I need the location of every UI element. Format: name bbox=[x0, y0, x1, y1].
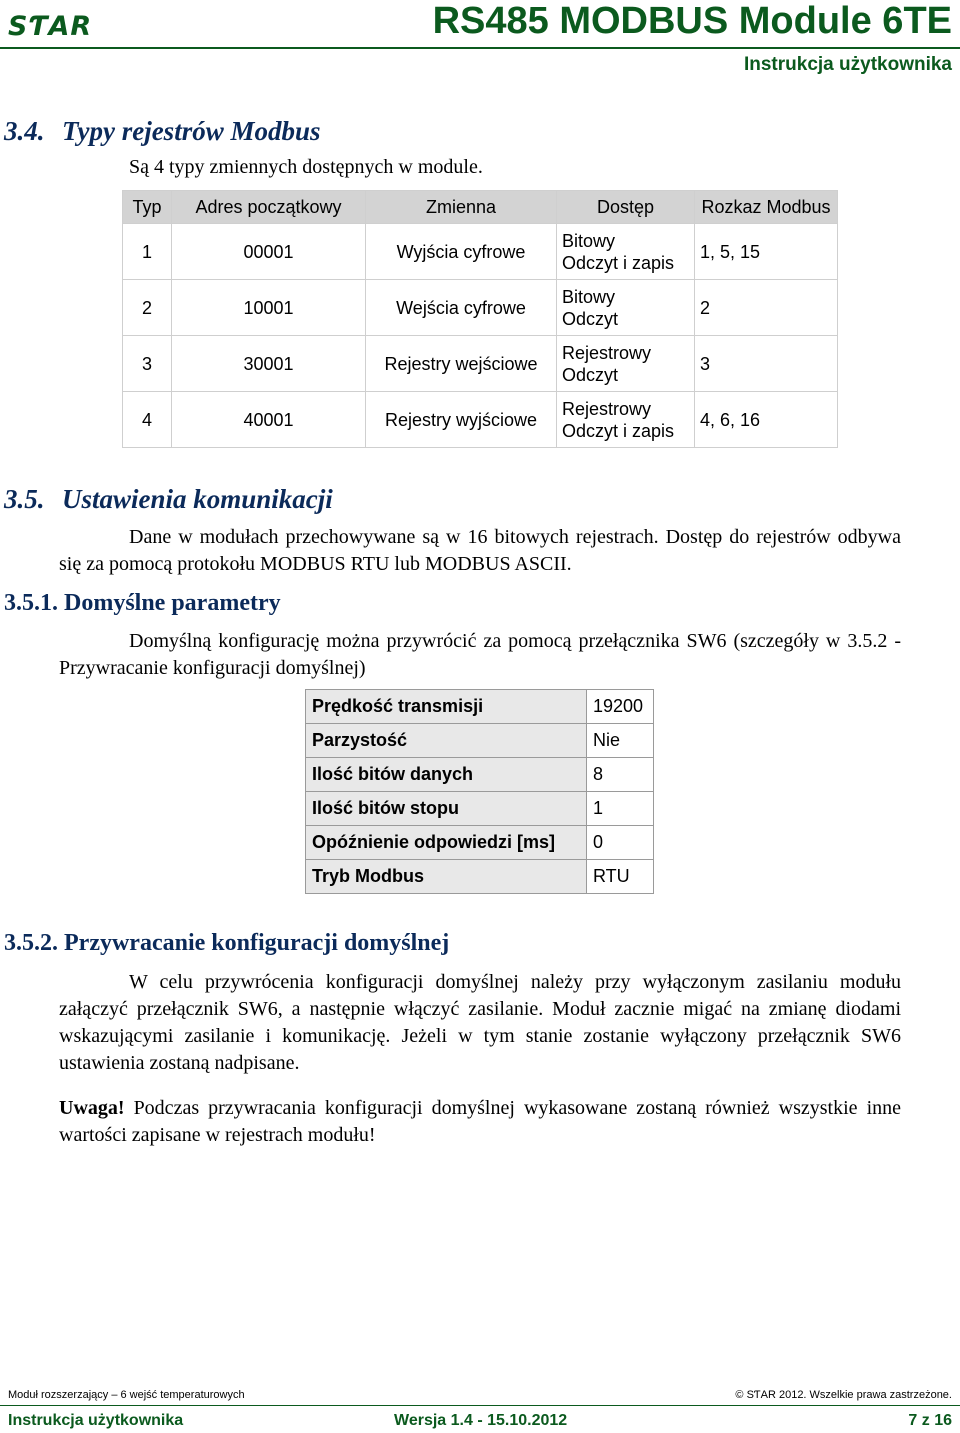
cell-variable: Wyjścia cyfrowe bbox=[366, 224, 557, 280]
table-row bbox=[306, 690, 654, 724]
param-name: Tryb Modbus bbox=[306, 860, 587, 894]
cell-access bbox=[557, 392, 695, 448]
table-row bbox=[123, 224, 838, 280]
footer-manual: Instrukcja użytkownika bbox=[8, 1412, 184, 1429]
param-value: 8 bbox=[587, 758, 654, 792]
table-row bbox=[306, 792, 654, 826]
footer-version: Wersja 1.4 - 15.10.2012 bbox=[394, 1412, 568, 1429]
section-title: Ustawienia komunikacji bbox=[62, 484, 333, 514]
param-name: Opóźnienie odpowiedzi [ms] bbox=[306, 826, 587, 860]
table-row bbox=[306, 826, 654, 860]
param-name: Ilość bitów danych bbox=[306, 758, 587, 792]
cell-address: 40001 bbox=[172, 392, 366, 448]
table-row bbox=[123, 392, 838, 448]
access-kind: Rejestrowy bbox=[562, 342, 652, 363]
section-3-5-text: Dane w modułach przechowywane są w 16 bitowych rejestrach. Dostęp do rejestrów odbywa się za pomocą protokołu MODBUS RTU lub MODBUS ASCII. bbox=[59, 526, 901, 575]
section-3-5-2-text: W celu przywrócenia konfiguracji domyślnej należy przy wyłączonym zasilaniu modułu załączyć przełącznik SW6, a następnie włączyć zasilanie. Moduł zacznie migać na zmianę diodami wskazującymi zasilanie i komunikację. Jeżeli w tym stanie zostanie wyłączony przełącznik SW6 ustawienia zostaną nadpisane. bbox=[59, 971, 901, 1074]
cell-typ: 4 bbox=[123, 392, 172, 448]
param-value: Nie bbox=[587, 724, 654, 758]
section-number: 3.5. bbox=[4, 484, 45, 514]
section-number: 3.5.1. bbox=[4, 590, 58, 616]
access-mode: Odczyt i zapis bbox=[562, 252, 675, 273]
footer-module-name: Moduł rozszerzający – 6 wejść temperaturowych bbox=[8, 1389, 245, 1401]
header-cell: Typ bbox=[123, 191, 172, 224]
register-types-table bbox=[122, 190, 838, 448]
section-number: 3.5.2. bbox=[4, 930, 58, 956]
access-kind: Rejestrowy bbox=[562, 398, 652, 419]
cell-typ: 2 bbox=[123, 280, 172, 336]
footer-copyright: © SƬAR 2012. Wszelkie prawa zastrzeżone. bbox=[735, 1389, 952, 1401]
access-mode: Odczyt i zapis bbox=[562, 420, 675, 441]
cell-access bbox=[557, 336, 695, 392]
cell-command: 4, 6, 16 bbox=[695, 392, 838, 448]
cell-access bbox=[557, 224, 695, 280]
access-mode: Odczyt bbox=[562, 364, 619, 385]
document-title: RS485 MODBUS Module 6TE bbox=[432, 0, 952, 42]
access-mode: Odczyt bbox=[562, 308, 619, 329]
cell-command: 1, 5, 15 bbox=[695, 224, 838, 280]
cell-variable: Rejestry wejściowe bbox=[366, 336, 557, 392]
cell-address: 30001 bbox=[172, 336, 366, 392]
warning-label: Uwaga! bbox=[59, 1097, 125, 1119]
header-cell: Dostęp bbox=[557, 191, 695, 224]
param-name: Ilość bitów stopu bbox=[306, 792, 587, 826]
cell-variable: Wejścia cyfrowe bbox=[366, 280, 557, 336]
table-row bbox=[306, 860, 654, 894]
cell-typ: 1 bbox=[123, 224, 172, 280]
warning-paragraph bbox=[59, 1095, 901, 1149]
footer-page-number: 7 z 16 bbox=[908, 1412, 952, 1429]
table-row bbox=[306, 724, 654, 758]
table-row bbox=[123, 336, 838, 392]
header-cell: Adres początkowy bbox=[172, 191, 366, 224]
cell-command: 3 bbox=[695, 336, 838, 392]
access-kind: Bitowy bbox=[562, 230, 616, 251]
document-subtitle: Instrukcja użytkownika bbox=[743, 54, 952, 75]
logo: SƬAR bbox=[8, 11, 93, 42]
section-3-5-1-heading bbox=[4, 590, 281, 617]
param-value: 0 bbox=[587, 826, 654, 860]
cell-address: 00001 bbox=[172, 224, 366, 280]
param-name: Parzystość bbox=[306, 724, 587, 758]
header-cell: Zmienna bbox=[366, 191, 557, 224]
section-title: Domyślne parametry bbox=[64, 590, 281, 616]
table-row bbox=[306, 758, 654, 792]
param-name: Prędkość transmisji bbox=[306, 690, 587, 724]
param-value: RTU bbox=[587, 860, 654, 894]
cell-access bbox=[557, 280, 695, 336]
section-3-5-1-text: Domyślną konfigurację można przywrócić za pomocą przełącznika SW6 (szczegóły w 3.5.2 - Przywracanie konfiguracji domyślnej) bbox=[59, 630, 901, 679]
section-3-5-2-heading bbox=[4, 930, 449, 957]
warning-text: Podczas przywracania konfiguracji domyślnej wykasowane zostaną również wszystkie inne wartości zapisane w rejestrach modułu! bbox=[59, 1097, 901, 1146]
header-cell: Rozkaz Modbus bbox=[695, 191, 838, 224]
header-divider bbox=[0, 47, 960, 49]
footer-divider bbox=[0, 1405, 960, 1406]
param-value: 1 bbox=[587, 792, 654, 826]
section-3-5-heading bbox=[4, 484, 333, 515]
param-value: 19200 bbox=[587, 690, 654, 724]
cell-typ: 3 bbox=[123, 336, 172, 392]
section-title: Typy rejestrów Modbus bbox=[62, 116, 321, 146]
default-params-table bbox=[305, 689, 654, 894]
section-number: 3.4. bbox=[4, 116, 45, 146]
cell-variable: Rejestry wyjściowe bbox=[366, 392, 557, 448]
section-3-4-heading bbox=[4, 116, 321, 147]
table-row bbox=[123, 280, 838, 336]
cell-command: 2 bbox=[695, 280, 838, 336]
access-kind: Bitowy bbox=[562, 286, 616, 307]
cell-address: 10001 bbox=[172, 280, 366, 336]
section-title: Przywracanie konfiguracji domyślnej bbox=[64, 930, 450, 956]
section-3-4-intro: Są 4 typy zmiennych dostępnych w module. bbox=[129, 156, 483, 178]
table-header-row bbox=[123, 191, 838, 224]
